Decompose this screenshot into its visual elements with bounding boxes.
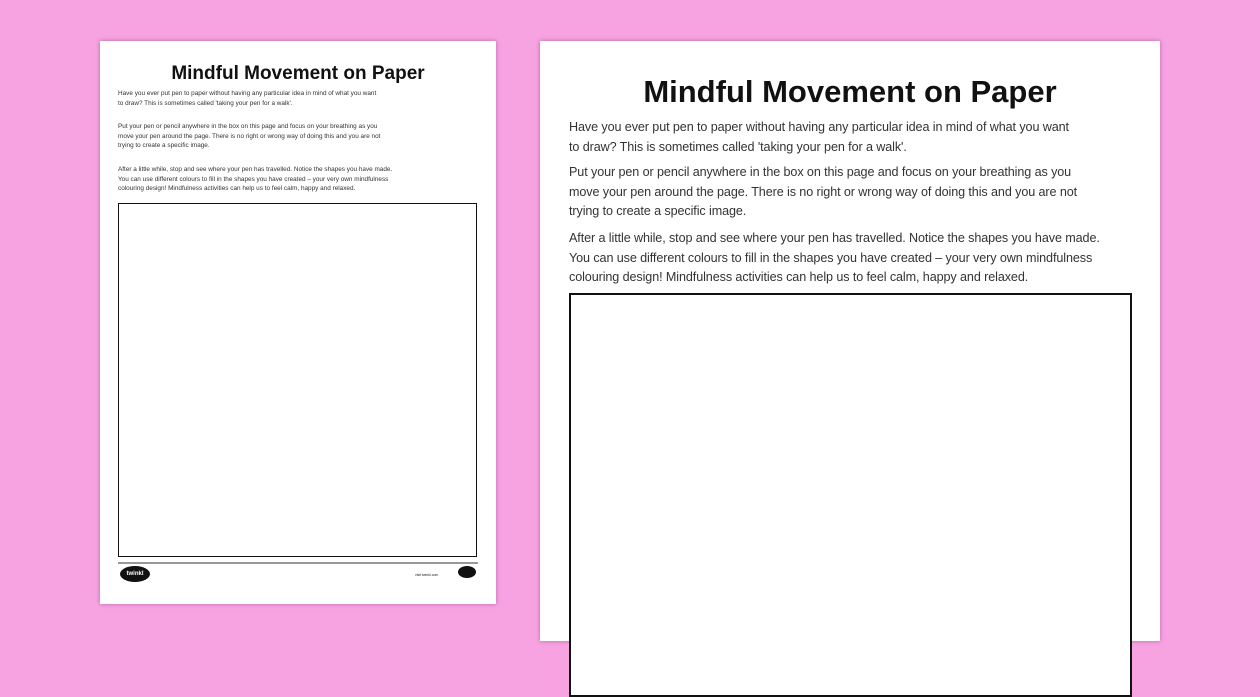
text-line: to draw? This is sometimes called 'taking your pen for a walk'. (118, 99, 293, 107)
text-line: After a little while, stop and see where your pen has travelled. Notice the shapes you have made. (118, 166, 393, 173)
worksheet-title: Mindful Movement on Paper (171, 63, 425, 84)
intro-paragraph (118, 89, 376, 108)
text-line: You can use different colours to fill in the shapes you have created – your very own mindfulness (118, 175, 389, 183)
footer-url: visit twinkl.com (415, 573, 439, 577)
twinkl-logo: twinkl (120, 566, 150, 582)
text-line: move your pen around the page. There is no right or wrong way of doing this and you are not (118, 132, 381, 140)
drawing-box (569, 293, 1132, 697)
closing-paragraph (118, 165, 392, 194)
worksheet-thumbnail (100, 41, 496, 604)
text-line: trying to create a specific image. (569, 204, 747, 218)
text-line: trying to create a specific image. (118, 142, 210, 150)
text-line: Put your pen or pencil anywhere in the box on this page and focus on your breathing as you (118, 123, 378, 130)
drawing-box (118, 203, 477, 557)
footer-rule (118, 562, 478, 564)
text-line: colouring design! Mindfulness activities can help us to feel calm, happy and relaxed. (118, 185, 356, 193)
text-line: to draw? This is sometimes called 'taking your pen for a walk'. (569, 139, 907, 154)
text-line: Put your pen or pencil anywhere in the box on this page and focus on your breathing as you (569, 165, 1072, 179)
worksheet-title: Mindful Movement on Paper (643, 74, 1057, 109)
closing-paragraph (569, 229, 1100, 288)
twinkl-logo-small (458, 566, 476, 578)
text-line: colouring design! Mindfulness activities can help us to feel calm, happy and relaxed. (569, 270, 1029, 284)
text-line: Have you ever put pen to paper without having any particular idea in mind of what you want (118, 90, 377, 97)
worksheet-preview (540, 41, 1160, 641)
text-line: move your pen around the page. There is no right or wrong way of doing this and you are not (569, 184, 1078, 199)
instructions-paragraph (118, 122, 380, 151)
text-line: Have you ever put pen to paper without having any particular idea in mind of what you want (569, 120, 1069, 134)
instructions-paragraph (569, 163, 1077, 222)
intro-paragraph (569, 118, 1069, 157)
text-line: You can use different colours to fill in the shapes you have created – your very own mindfulness (569, 250, 1093, 265)
text-line: After a little while, stop and see where your pen has travelled. Notice the shapes you have made. (569, 231, 1100, 245)
